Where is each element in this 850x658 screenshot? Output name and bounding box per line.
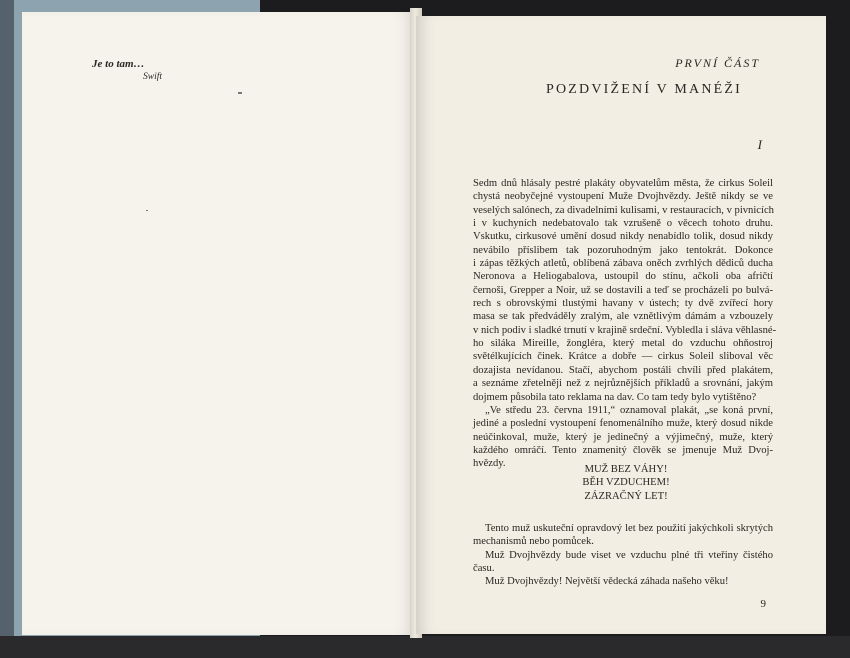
poster-slogans	[581, 463, 671, 503]
text-line: i v kuchyních nedebatovalo tak vzrušeně o věcech tohoto druhu.	[473, 218, 773, 230]
epigraph-author: Swift	[142, 72, 162, 82]
part-title: PRVNÍ ČÁST	[675, 56, 760, 70]
epigraph	[92, 58, 162, 84]
text-line: Neronova a Heliogabalova, ustoupil do stínu, ačkoli oba afričtí	[473, 271, 773, 283]
paragraph-1	[473, 177, 777, 404]
epigraph-text: Je to tam…	[92, 58, 145, 70]
book-spine-edge	[0, 0, 14, 658]
text-line: chystá neobyčejné vystoupení Muže Dvojhvězdy. Ještě nikdy se ve	[473, 191, 773, 203]
text-line: Muž Dvojhvězdy bude viset ve vzduchu plné tři vteřiny čistého	[485, 549, 773, 561]
chapter-title: POZDVIŽENÍ V MANÉŽI	[546, 82, 743, 97]
slogan-line: ZÁZRAČNÝ LET!	[584, 490, 668, 502]
text-line: dojmem působila tato reklama na dav. Co tam tedy bylo vytištěno?	[473, 391, 757, 403]
paragraph-4	[473, 549, 773, 576]
paragraph-5	[473, 575, 773, 588]
chapter-number: I	[757, 137, 762, 152]
paper-speck	[146, 210, 148, 211]
book-cover-bottom	[0, 636, 850, 658]
text-line: Sedm dnů hlásaly pestré plakáty obyvatelům města, že cirkus Soleil	[473, 178, 773, 189]
body-text-lower	[473, 522, 773, 589]
text-line: Tento muž uskuteční opravdový let bez použití jakýchkoli skrytých	[485, 523, 773, 534]
paragraph-3	[473, 522, 773, 549]
text-line: mechanismů nebo pomůcek.	[473, 536, 594, 548]
text-line: ho siláka Mireille, žongléra, který metal do vzduchu ohňostroj	[473, 338, 773, 350]
paragraph-2	[473, 404, 773, 471]
text-line: i zápas těžkých atletů, oblíbená zábava oněch zvrhlých dědiců ducha	[473, 258, 773, 270]
text-line: rech s obrovskými tlustými havany v ústech; ty dvě zvířecí hory	[473, 298, 773, 310]
text-line: každého omráčí. Tento znamenitý člověk se jmenuje Muž Dvoj-	[473, 444, 773, 456]
slogan-line: BĚH VZDUCHEM!	[582, 477, 670, 489]
text-line: jediné a poslední vystoupení fenomenálního muže, který dosud nikde	[473, 418, 773, 430]
text-line: světélkujících činek. Krátce a dobře — cirkus Soleil sliboval věc	[473, 351, 773, 363]
body-text	[473, 177, 777, 471]
text-line: Muž Dvojhvězdy! Největší vědecká záhada našeho věku!	[485, 576, 729, 588]
text-line: černoši, Grepper a Noir, už se dostavili a teď se procházeli po bulvá-	[473, 284, 773, 296]
text-line: „Ve středu 23. června 1911,“ oznamoval plakát, „se koná první,	[485, 404, 773, 416]
text-line: v nich podiv i sladké trnutí v krajině srdeční. Vybledla i sláva věhlasné-	[473, 324, 777, 336]
page-number: 9	[760, 598, 766, 610]
paper-speck	[238, 92, 242, 94]
right-page	[416, 16, 826, 634]
text-line: veselých salónech, za divadelními kulisami, v restauracích, v pivnicích	[473, 204, 774, 216]
text-line: času.	[473, 563, 495, 575]
text-line: Vskutku, cirkusové umění dosud nikdy nenabídlo tolik, dosud nikdy	[473, 231, 773, 243]
text-line: hvězdy.	[473, 458, 506, 470]
left-page	[22, 12, 414, 635]
text-line: masa se tak předváděly zralým, ale vznětlivým dámám a vzbouzely	[473, 311, 773, 323]
text-line: nevábilo příslibem tak pozoruhodným jako tentokrát. Dokonce	[473, 244, 773, 256]
text-line: neúčinkoval, muže, který je jedinečný a výjimečný, muže, který	[473, 431, 773, 443]
slogan-line: MUŽ BEZ VÁHY!	[584, 464, 668, 475]
text-line: dozajista nevídanou. Stačí, abychom postáli chvíli před plakátem,	[473, 364, 773, 376]
text-line: a seznáme zřetelněji než z nejrůznějších příkladů a srovnání, jakým	[473, 378, 773, 390]
